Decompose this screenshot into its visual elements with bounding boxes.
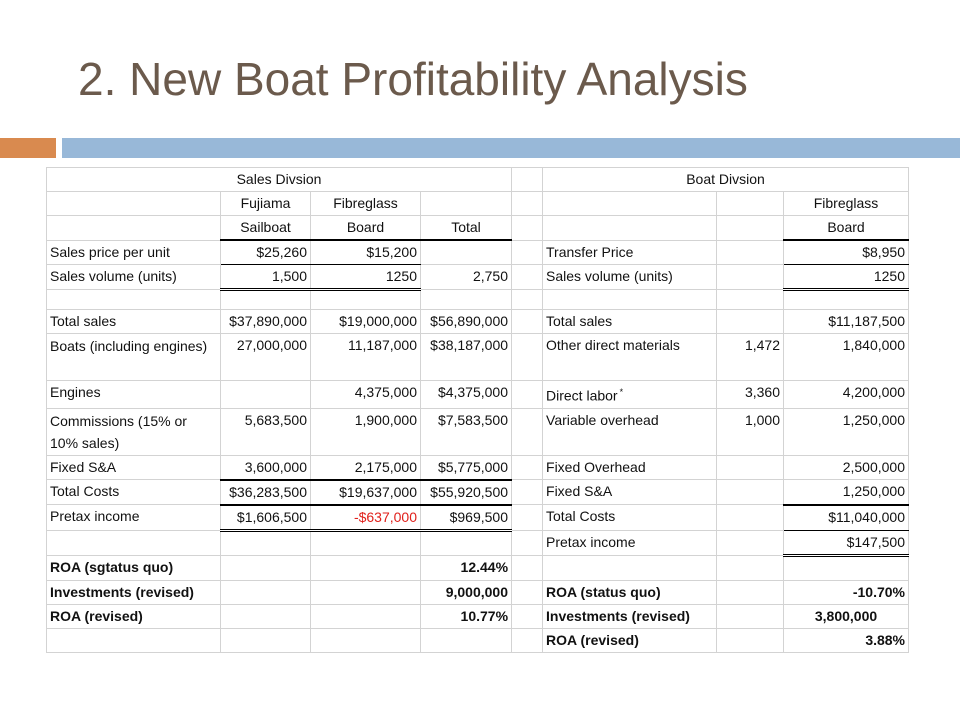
cell-value: $7,583,500: [421, 408, 512, 455]
cell-value: $147,500: [784, 530, 909, 555]
cell-value: $8,950: [784, 240, 909, 265]
table-row: [47, 628, 909, 652]
cell-value: 4,375,000: [311, 381, 421, 409]
table-row: [47, 265, 909, 290]
cell-value: [717, 265, 784, 290]
boat-row-label: Fixed Overhead: [543, 455, 717, 480]
table-row: [47, 381, 909, 409]
accent-bar-blue: [62, 138, 960, 158]
cell-value: 3,360: [717, 381, 784, 409]
cell-value: 1,250,000: [784, 408, 909, 455]
col-total: Total: [421, 216, 512, 241]
table-row: [47, 580, 909, 604]
table-row: [47, 505, 909, 531]
cell-value: 1250: [311, 265, 421, 290]
cell-value: $38,187,000: [421, 334, 512, 381]
boat-row-label: Other direct materials: [543, 334, 717, 381]
cell-value: 2,750: [421, 265, 512, 290]
table-row: [47, 240, 909, 265]
boat-row-label: Investments (revised): [543, 604, 717, 628]
footnote-marker: *: [619, 387, 624, 397]
cell-value: [717, 310, 784, 334]
cell-value: 1,250,000: [784, 480, 909, 505]
cell-value: 2,500,000: [784, 455, 909, 480]
cell-value: $11,187,500: [784, 310, 909, 334]
cell-value: 11,187,000: [311, 334, 421, 381]
row-label: Total Costs: [47, 480, 221, 505]
boat-row-label: Transfer Price: [543, 240, 717, 265]
row-label: Investments (revised): [47, 580, 221, 604]
boat-row-label: Total Costs: [543, 505, 717, 531]
table-row: [47, 555, 909, 580]
table-row: [47, 480, 909, 505]
row-label: Pretax income: [47, 505, 221, 531]
table-row: [47, 408, 909, 455]
row-label: Engines: [47, 381, 221, 409]
row-label: Commissions (15% or 10% sales): [47, 408, 221, 455]
cell-value: $11,040,000: [784, 505, 909, 531]
direct-labor-label: Direct labor: [546, 387, 618, 404]
table-row: [47, 192, 909, 216]
cell-value: 12.44%: [421, 555, 512, 580]
cell-value: $55,920,500: [421, 480, 512, 505]
cell-value: -10.70%: [784, 580, 909, 604]
row-label: Total sales: [47, 310, 221, 334]
cell-value: $4,375,000: [421, 381, 512, 409]
col-fujiama: Fujiama: [221, 192, 311, 216]
table-row: [47, 334, 909, 381]
cell-value: [717, 455, 784, 480]
cell-value: 3,600,000: [221, 455, 311, 480]
row-label: ROA (revised): [47, 604, 221, 628]
boat-col-board: Board: [784, 216, 909, 241]
cell-value: $25,260: [221, 240, 311, 265]
cell-value: 2,175,000: [311, 455, 421, 480]
table-row: [47, 604, 909, 628]
accent-bar-orange: [0, 138, 56, 158]
cell-value: [717, 505, 784, 531]
cell-value: $15,200: [311, 240, 421, 265]
boat-row-label: Sales volume (units): [543, 265, 717, 290]
cell-value: $36,283,500: [221, 480, 311, 505]
cell-value: 3.88%: [784, 628, 909, 652]
cell-value: 5,683,500: [221, 408, 311, 455]
row-label: ROA (sgtatus quo): [47, 555, 221, 580]
table-row: [47, 216, 909, 241]
row-label: Sales price per unit: [47, 240, 221, 265]
boat-row-label: Variable overhead: [543, 408, 717, 455]
slide-title: 2. New Boat Profitability Analysis: [78, 53, 748, 105]
table-row: [47, 168, 909, 192]
boat-row-label: ROA (revised): [543, 628, 717, 652]
cell-value: 10.77%: [421, 604, 512, 628]
boat-row-label: ROA (status quo): [543, 580, 717, 604]
table-row: [47, 455, 909, 480]
cell-value: 1,000: [717, 408, 784, 455]
cell-value: 1,840,000: [784, 334, 909, 381]
row-label: Sales volume (units): [47, 265, 221, 290]
boat-col-fibreglass: Fibreglass: [784, 192, 909, 216]
cell-value: 1,472: [717, 334, 784, 381]
cell-value: 1250: [784, 265, 909, 290]
cell-value: [717, 480, 784, 505]
cell-value: 3,800,000: [784, 604, 909, 628]
col-board: Board: [311, 216, 421, 241]
cell-value: $5,775,000: [421, 455, 512, 480]
profitability-table: [46, 167, 909, 653]
col-fibreglass: Fibreglass: [311, 192, 421, 216]
cell-value-negative: -$637,000: [311, 505, 421, 531]
cell-value: 9,000,000: [421, 580, 512, 604]
boat-row-label: Total sales: [543, 310, 717, 334]
row-label: Fixed S&A: [47, 455, 221, 480]
cell-value: 1,900,000: [311, 408, 421, 455]
cell-value: 1,500: [221, 265, 311, 290]
sales-division-header: Sales Divsion: [47, 168, 512, 192]
cell-value: $19,637,000: [311, 480, 421, 505]
cell-value: $969,500: [421, 505, 512, 531]
boat-row-label: Pretax income: [543, 530, 717, 555]
boat-row-label: [543, 381, 717, 409]
boat-row-label: Fixed S&A: [543, 480, 717, 505]
cell-value: 27,000,000: [221, 334, 311, 381]
col-sailboat: Sailboat: [221, 216, 311, 241]
cell-value: $19,000,000: [311, 310, 421, 334]
table-row: [47, 290, 909, 310]
cell-value: [717, 240, 784, 265]
cell-value: $1,606,500: [221, 505, 311, 531]
cell-value: [421, 240, 512, 265]
cell-value: [221, 381, 311, 409]
boat-division-header: Boat Divsion: [543, 168, 909, 192]
cell-value: $56,890,000: [421, 310, 512, 334]
table-row: [47, 530, 909, 555]
table-row: [47, 310, 909, 334]
row-label: Boats (including engines): [47, 334, 221, 381]
cell-value: $37,890,000: [221, 310, 311, 334]
cell-value: 4,200,000: [784, 381, 909, 409]
